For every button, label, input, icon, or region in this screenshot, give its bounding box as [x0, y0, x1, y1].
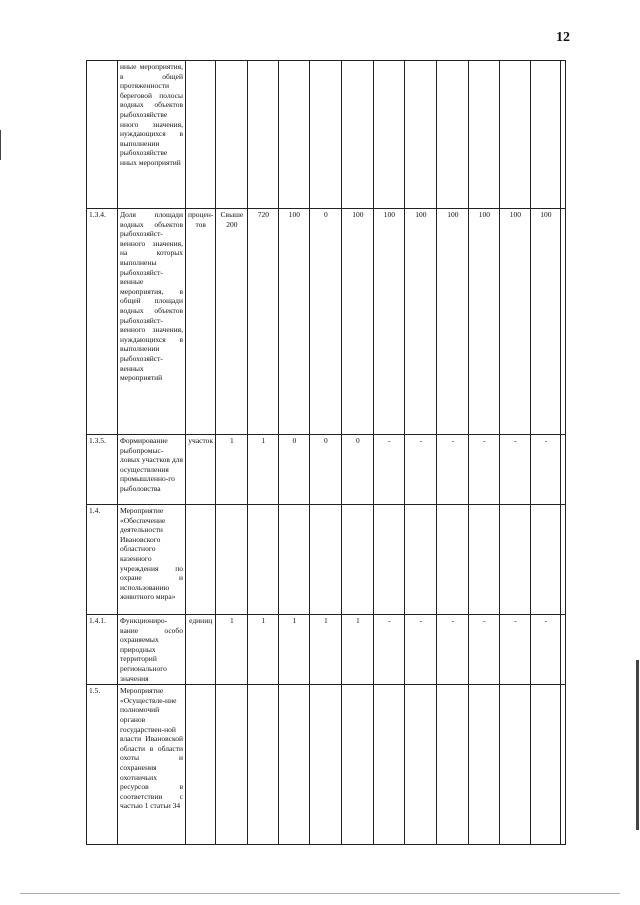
- row-number: [87, 61, 118, 209]
- page-number: 12: [556, 30, 570, 45]
- value-cell: 100: [500, 209, 531, 435]
- unit-cell: участок: [186, 435, 216, 505]
- value-cell: -: [469, 615, 500, 685]
- value-cell: [248, 505, 279, 615]
- value-cell: 100: [342, 209, 374, 435]
- table-row: [87, 435, 566, 505]
- table-row: [87, 209, 566, 435]
- value-cell: [248, 61, 279, 209]
- value-cell: 0: [310, 209, 342, 435]
- value-cell: -: [437, 435, 469, 505]
- value-cell: [561, 435, 566, 505]
- value-cell: [342, 685, 374, 845]
- value-cell: [248, 685, 279, 845]
- value-cell: [405, 505, 437, 615]
- value-cell: 1: [279, 615, 310, 685]
- indicator-name: Мероприятие «Осуществле-ние полномочий органов государствен-ной власти Ивановской области в области охоты и сохранения охотничьих ресурсов в соответствии с частью 1 статьи 34: [118, 685, 186, 845]
- indicator-name: Мероприятие «Обеспечение деятельности Ивановского областного казенного учреждения по охране и использованию животного мира»: [118, 505, 186, 615]
- value-cell: 100: [374, 209, 405, 435]
- value-cell: 0: [310, 435, 342, 505]
- value-cell: 1: [248, 435, 279, 505]
- value-cell: 100: [531, 209, 561, 435]
- value-cell: -: [531, 435, 561, 505]
- row-number: 1.4.1.: [87, 615, 118, 685]
- value-cell: [437, 685, 469, 845]
- indicator-name: Функциониро-вание особо охраняемых природных территорий регионального значения: [118, 615, 186, 685]
- value-cell: [374, 685, 405, 845]
- value-cell: [469, 685, 500, 845]
- value-cell: 1: [248, 615, 279, 685]
- value-cell: [561, 505, 566, 615]
- value-cell: [561, 615, 566, 685]
- value-cell: [531, 505, 561, 615]
- table-row: [87, 615, 566, 685]
- table-row: [87, 61, 566, 209]
- value-cell: [310, 685, 342, 845]
- value-cell: 1: [342, 615, 374, 685]
- value-cell: [437, 61, 469, 209]
- value-cell: [310, 505, 342, 615]
- value-cell: 100: [469, 209, 500, 435]
- unit-cell: [186, 61, 216, 209]
- value-cell: -: [531, 615, 561, 685]
- value-cell: [405, 685, 437, 845]
- value-cell: -: [374, 615, 405, 685]
- value-cell: [437, 505, 469, 615]
- value-cell: -: [469, 435, 500, 505]
- value-cell: -: [405, 615, 437, 685]
- value-cell: [279, 505, 310, 615]
- indicator-name: Формирование рыбопромыс-ловых участков для осуществления промышленно-го рыболовства: [118, 435, 186, 505]
- value-cell: [216, 685, 248, 845]
- value-cell: [469, 505, 500, 615]
- value-cell: 1: [216, 615, 248, 685]
- value-cell: [405, 61, 437, 209]
- value-cell: [374, 505, 405, 615]
- value-cell: 1: [216, 435, 248, 505]
- value-cell: [374, 61, 405, 209]
- value-cell: -: [500, 435, 531, 505]
- table-row: [87, 505, 566, 615]
- value-cell: 720: [248, 209, 279, 435]
- indicator-name: иные мероприятия, в общей протяженности береговой полосы водных объектов рыбохозяйстве нного значения, нуждающихся в выполнении рыбохозяйстве нных мероприятий: [118, 61, 186, 209]
- value-cell: 100: [437, 209, 469, 435]
- value-cell: [500, 505, 531, 615]
- value-cell: [500, 61, 531, 209]
- value-cell: [561, 61, 566, 209]
- value-cell: 1: [310, 615, 342, 685]
- value-cell: -: [437, 615, 469, 685]
- unit-cell: [186, 685, 216, 845]
- value-cell: [469, 61, 500, 209]
- value-cell: Свыше 200: [216, 209, 248, 435]
- value-cell: -: [405, 435, 437, 505]
- value-cell: [531, 685, 561, 845]
- unit-cell: единиц: [186, 615, 216, 685]
- value-cell: 0: [342, 435, 374, 505]
- value-cell: [342, 505, 374, 615]
- value-cell: [342, 61, 374, 209]
- right-margin-mark: [636, 660, 639, 830]
- value-cell: [561, 685, 566, 845]
- row-number: 1.5.: [87, 685, 118, 845]
- value-cell: [561, 209, 566, 435]
- indicator-name: Доля площади водных объектов рыбохозяйст-венного значения, на которых выполнены рыбохозяйст-венные мероприятия, в общей площади водных объектов рыбохозяйст-венного значения, нуждающихся в выполнении рыбохозяйст-венных мероприятий: [118, 209, 186, 435]
- value-cell: [279, 685, 310, 845]
- value-cell: [216, 505, 248, 615]
- unit-cell: процен-тов: [186, 209, 216, 435]
- left-margin-mark: [0, 130, 1, 160]
- indicators-table: [86, 60, 566, 845]
- value-cell: [500, 685, 531, 845]
- value-cell: 100: [279, 209, 310, 435]
- value-cell: [279, 61, 310, 209]
- row-number: 1.4.: [87, 505, 118, 615]
- table-row: [87, 685, 566, 845]
- value-cell: [310, 61, 342, 209]
- value-cell: 100: [405, 209, 437, 435]
- value-cell: [216, 61, 248, 209]
- bottom-scan-line: [20, 893, 620, 894]
- unit-cell: [186, 505, 216, 615]
- value-cell: -: [500, 615, 531, 685]
- value-cell: -: [374, 435, 405, 505]
- row-number: 1.3.4.: [87, 209, 118, 435]
- row-number: 1.3.5.: [87, 435, 118, 505]
- value-cell: 0: [279, 435, 310, 505]
- value-cell: [531, 61, 561, 209]
